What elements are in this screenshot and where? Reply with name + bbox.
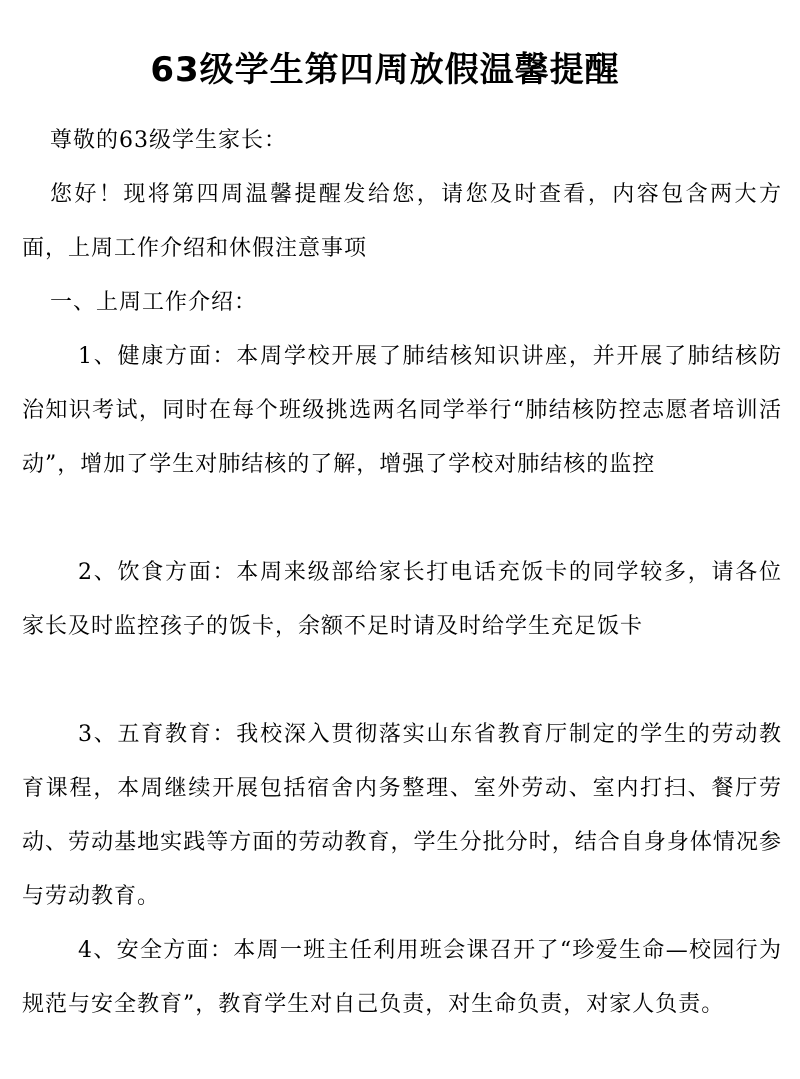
document-title: 63级学生第四周放假温馨提醒: [150, 50, 620, 90]
item-education-paragraph: 3、五育教育：我校深入贯彻落实山东省教育厅制定的学生的劳动教育课程，本周继续开展包括宿舍内务整理、室外劳动、室内打扫、餐厅劳动、劳动基地实践等方面的劳动教育，学生分批分时，结合自身身体情况参与劳动教育。: [22, 722, 782, 909]
item-health-paragraph: 1、健康方面：本周学校开展了肺结核知识讲座，并开展了肺结核防治知识考试，同时在每个班级挑选两名同学举行“肺结核防控志愿者培训活动”，增加了学生对肺结核的了解，增强了学校对肺结核的监控: [22, 344, 782, 477]
intro-paragraph: 您好！现将第四周温馨提醒发给您，请您及时查看，内容包含两大方面，上周工作介绍和休假注意事项: [22, 182, 782, 261]
section-heading: 一、上周工作介绍：: [50, 290, 258, 315]
item-safety-paragraph: 4、安全方面：本周一班主任利用班会课召开了“珍爱生命—校园行为规范与安全教育”，教育学生对自己负责，对生命负责，对家人负责。: [22, 938, 782, 1017]
item-diet-paragraph: 2、饮食方面：本周来级部给家长打电话充饭卡的同学较多，请各位家长及时监控孩子的饭卡，余额不足时请及时给学生充足饭卡: [22, 560, 782, 639]
greeting-line: 尊敬的63级学生家长：: [50, 128, 287, 153]
